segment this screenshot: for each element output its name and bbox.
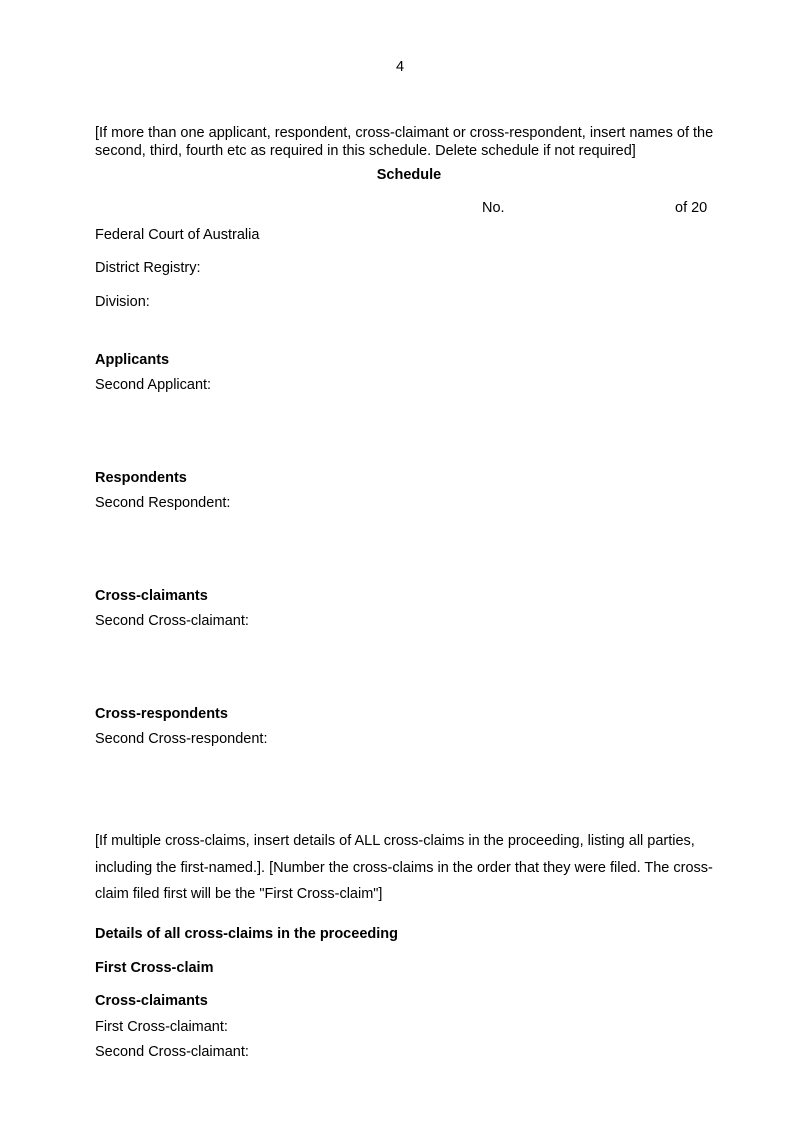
schedule-heading: Schedule	[376, 167, 442, 183]
case-number-label: No.	[482, 200, 505, 216]
first-cross-claim-heading: First Cross-claim	[95, 960, 214, 976]
cross-respondents-heading: Cross-respondents	[95, 706, 228, 722]
second-respondent-label: Second Respondent:	[95, 495, 231, 511]
division-label: Division:	[95, 294, 150, 310]
page-number: 4	[395, 59, 405, 75]
details-heading: Details of all cross-claims in the proceeding	[95, 926, 398, 942]
instruction-text: [If more than one applicant, respondent, cross-claimant or cross-respondent, insert names of the second, third, fourth etc as required in this schedule. Delete schedule if not required]	[95, 125, 714, 159]
cross-claims-instruction: [If multiple cross-claims, insert details of ALL cross-claims in the proceeding, listing all parties, including the first-named.]. [Number the cross-claims in the order that they were filed. The cross-claim filed first will be the "First Cross-claim"]	[95, 833, 713, 902]
court-name: Federal Court of Australia	[95, 227, 260, 243]
case-year-label: of 20	[675, 200, 708, 216]
respondents-heading: Respondents	[95, 470, 187, 486]
second-cross-claimant-label: Second Cross-claimant:	[95, 613, 249, 629]
first-claim-second-cross-claimant-label: Second Cross-claimant:	[95, 1044, 249, 1060]
second-cross-respondent-label: Second Cross-respondent:	[95, 731, 268, 747]
second-applicant-label: Second Applicant:	[95, 377, 212, 393]
cross-claimants-heading: Cross-claimants	[95, 588, 208, 604]
district-registry-label: District Registry:	[95, 260, 201, 276]
first-cross-claimant-label: First Cross-claimant:	[95, 1019, 228, 1035]
first-cross-claim-claimants-heading: Cross-claimants	[95, 993, 208, 1009]
applicants-heading: Applicants	[95, 352, 170, 368]
